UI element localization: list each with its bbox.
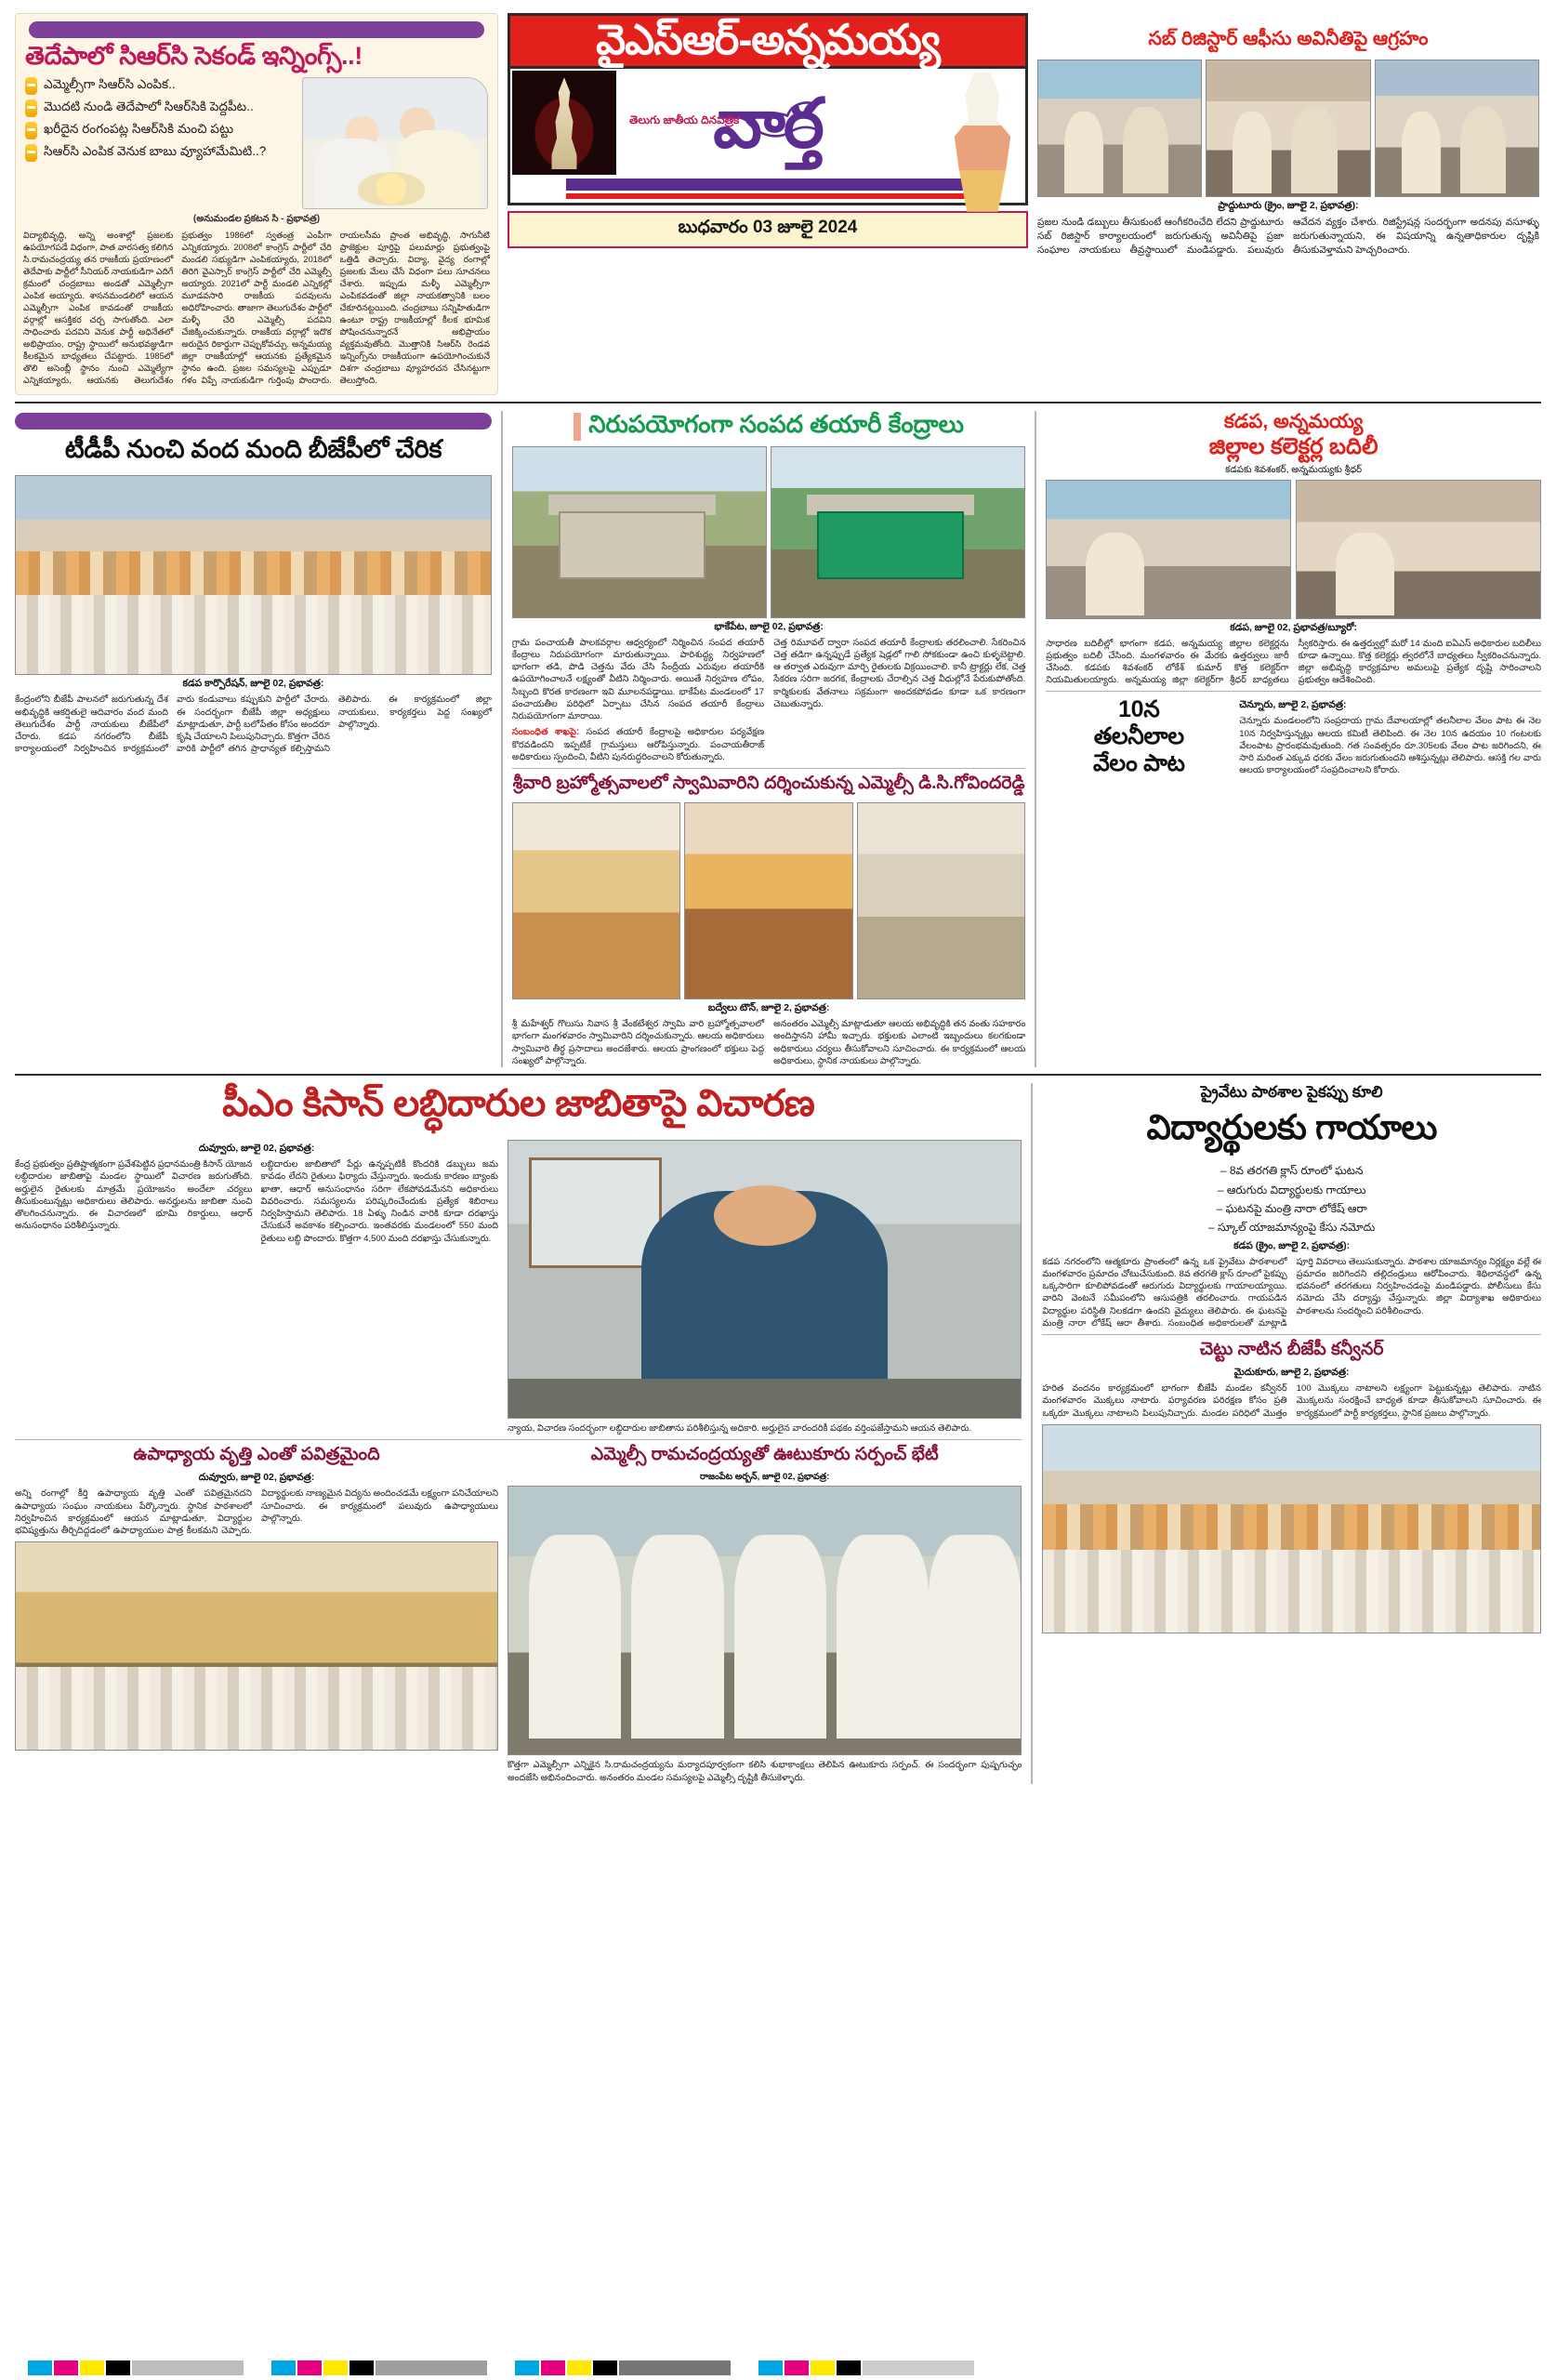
color-swatch: [80, 2360, 104, 2375]
column-divider: [1031, 1083, 1033, 1784]
collector-byline: కడప, జూలై 02, ప్రభావత్ర/బ్యూరో:: [1230, 621, 1358, 633]
bullet-icon: [25, 144, 37, 162]
left-column: [15, 411, 492, 755]
color-swatch: [593, 2360, 617, 2375]
velam-headline-1: 10న: [1118, 696, 1160, 723]
center-byline: భాకేపేట, జూలై 02, ప్రభావత్ర:: [714, 620, 824, 632]
middle-columns: [15, 411, 1541, 1067]
lead-body-text: విద్యాభివృద్ధి, అన్ని అంశాల్లో ప్రజలకు ఉపయోగపడే విధంగా, పాత వారసత్వ కలిగిన సి.రామచంద్రయ్య తన రాజకీయ ప్రయాణంలో తెదేపాకు పార్టీలో సీనియర్ నాయకుడిగా ఎదిగే క్రమంలో చంద్రబాబు అండతో ఎమ్మెల్సీగా ఎంపిక అయ్యారు. శాసనమండలిలో ఆయన ఎమ్మెల్సీగా ఎంపిక కావడంతో రాజకీయ వర్గాల్లో ఆసక్తికర చర్చ సాగుతోంది. ఎలా సాధించారు పదవిని వెనుక పార్టీ అధినేతలో అభిప్రాయం, రాష్ట్ర స్థాయిలో అనుభవజ్ఞుడిగా కీలకమైన బాధ్యతలు చేపట్టారు. 1985లో తొలి అసెంబ్లీ స్థానం నుంచి ఎమ్మెల్యేగా ఎన్నికయ్యారు, ఆయనకు తెలుగుదేశం ప్రభుత్వం 1986లో స్వతంత్ర ఎంపీగా ఎన్నికయ్యారు. 2008లో కాంగ్రెస్‌ పార్టీలో చేరి మండలి సభ్యుడిగా ఎంపికయ్యారు, 2018లో తిరిగి వైఎస్సార్ కాంగ్రెస్‌ పార్టీలో చేరి ఎమ్మెల్సీ అయ్యారు. 2021లో పార్టీ మండలి ఎన్నికల్లో మూడవసారి రాజకీయ పదవులను అధిరోహించారు. తాజాగా తెలుగుదేశం పార్టీలో మళ్ళీ చేరి ఎమ్మెల్సీ పదవిని చేజిక్కించుకున్నారు. రాజకీయ వర్గాల్లో ఇదొక అరుదైన రికార్డుగా చెప్పుకోవచ్చు. అన్నమయ్య జిల్లా రాజకీయాల్లో ఆయనకు ప్రత్యేకమైన స్థానం ఉంది. ప్రజల సమస్యలపై ఎప్పుడూ గళం విప్పే నాయకుడిగా గుర్తింపు పొందారు. రాయలసీమ ప్రాంత అభివృద్ధి, సాగునీటి ప్రాజెక్టుల పూర్తిపై పలుమార్లు ప్రభుత్వంపై ఒత్తిడి తెచ్చారు. విద్యా, వైద్య రంగాల్లో ప్రజలకు మేలు చేసే విధంగా పలు సూచనలు చేశారు. ఇప్పుడు మళ్ళీ ఎమ్మెల్సీగా ఎంపికవడంతో జిల్లా నాయకత్వానికి బలం చేకూరినట్టయింది. చంద్రబాబు సన్నిహితుడిగా ఉంటూ రాష్ట్ర రాజకీయాల్లో కీలక భూమిక పోషించనున్నారనే అభిప్రాయం వ్యక్తమవుతోంది. మెుత్తానికి సిఆర్‌సి రెండవ ఇన్నింగ్స్‌ను రాజకీయంగా ఉపయోగించుకునే దిశగా చంద్రబాబు వ్యూహరచన చేసినట్టుగా తెలుస్తోంది.: [23, 231, 490, 386]
center-body-col1: గ్రామ పంచాయతీ పాలకవర్గాల ఆధ్వర్యంలో నిర్మించిన సంపద తయారీ కేంద్రాలు నిరుపయోగంగా మారుతున్నాయి. పారిశుద్ధ్య నిర్వహణలో భాగంగా తడి, పొడి చెత్తను వేరు చేసి సేంద్రీయ ఎరువుల తయారీకి ఉపయోగించాలనే లక్ష్యంతో వీటిని నిర్మించారు. అయితే నిర్వహణ లోపం, సిబ్బంది కొరత కారణంగా ఇవి మూలనపడ్డాయి. భాకేపేట మండలంలో 17 పంచాయతీల పరిధిలో ఏర్పాటు చేసిన సంపద తయారీ కేంద్రాలు నిరుపయోగంగా మారాయి.: [511, 637, 765, 721]
right-column: [1046, 411, 1541, 776]
masthead-bars: [508, 178, 1028, 205]
center-headline: [512, 411, 1025, 440]
temple-body-col1: శ్రీ మహేశ్వర్ గొలుసు నివాస శ్రీ వేంకటేశ్వర స్వామి వారి బ్రహ్మోత్సవాలలో భాగంగా మంగళవారం స్వామివారిని దర్శించుకున్నారు. ఆలయ అధికారులు స్వామివారి తీర్థ ప్రసాదాలు అందజేశారు. ఆలయ ప్రాంగణంలో భక్తులు పెద్ద సంఖ్యలో పాల్గొన్నారు.: [511, 1019, 765, 1066]
sarpanch-byline: రాజంపేట అర్బన్, జూలై 02, ప్రభావత్ర:: [699, 1472, 830, 1483]
dove-icon: [743, 95, 823, 143]
list-item: [25, 120, 295, 139]
students-body: కడప నగరంలోని ఆత్మకూరు ప్రాంతంలో ఉన్న ఒక ప్రైవేటు పాఠశాలలో మంగళవారం ప్రమాదం చోటుచేసుకుంది. 8వ తరగతి క్లాస్ రూంలో పైకప్పు ఒక్కసారిగా కూలిపోవడంతో ఆరుగురు విద్యార్థులకు గాయాలయ్యాయి. వారిని వెంటనే సమీపంలోని ఆసుపత్రికి తరలించారు. గాయపడిన విద్యార్థుల పరిస్థితి నిలకడగా ఉందని వైద్యులు తెలిపారు. ఈ ఘటనపై మంత్రి నారా లోకేష్ ఆరా తీశారు. సంబంధిత అధికారులతో మాట్లాడి పూర్తి వివరాలు తెలుసుకున్నారు. పాఠశాల యాజమాన్యం నిర్లక్ష్యం వల్లే ఈ ప్రమాదం జరిగిందని తల్లిదండ్రులు ఆరోపించారు. శిథిలావస్థలో ఉన్న భవనంలో తరగతులు నిర్వహించడంపై మండిపడ్డారు. పోలీసులు కేసు నమోదు చేసి దర్యాప్తు చేస్తున్నారు. జిల్లా విద్యాశాఖ అధికారులు పాఠశాలను సందర్శించి పరిశీలించారు.: [1042, 1256, 1541, 1329]
pm-kisan-byline: దువ్వూరు, జూలై 02, ప్రభావత్ర:: [198, 1143, 315, 1155]
tdp-bjp-photo: [15, 475, 492, 675]
publication-date: బుధవారం 03 జూలై 2024: [508, 211, 1028, 248]
bullet-text: ఖరీదైన రంగంపట్ల సిఆర్‌సికి మంచి పట్టు: [44, 122, 234, 137]
divider: [15, 1439, 1022, 1440]
photo: [771, 446, 1025, 618]
color-swatch: [785, 2360, 809, 2375]
lead-story-box: [15, 13, 498, 395]
point-text: ఆరుగురు విద్యార్థులకు గాయాలు: [1226, 1183, 1366, 1197]
photo: [1037, 60, 1202, 197]
tdp-bjp-headline: టీడీపీ నుంచి వంద మంది బీజేపీలో చేరిక: [64, 435, 442, 464]
bullet-text: సిఆర్‌సి ఎంపిక వెనుక బాబు వ్యూహామేమిటి..?: [44, 144, 267, 159]
pm-kisan-photo-caption: న్యాయ, విచారణ సందర్భంగా లబ్ధిదారుల జాబితాను పరిశీలిస్తున్న అధికారి. అర్హులైన వారందరికీ పథకం వర్తింపజేస్తామని ఆయన తెలిపారు.: [508, 1423, 972, 1435]
pm-kisan-layout: [15, 1140, 1022, 1435]
photo: [512, 802, 680, 999]
tdp-bjp-body: కేంద్రంలోని బీజేపీ పాలనలో జరుగుతున్న దేశ అభివృద్ధికి ఆకర్షితులై ఆదివారం వంద మంది తెలుగుదేశం పార్టీ నాయకులు బీజేపీలో చేరారు. కడప నగరంలోని బీజేపీ కార్యాలయంలో నిర్వహించిన కార్యక్రమంలో వారు కండువాలు కప్పుకుని పార్టీలో చేరారు. ఈ సందర్భంగా బీజేపీ జిల్లా అధ్యక్షులు మాట్లాడుతూ, పార్టీ బలోపేతం కోసం అందరూ కృషి చేయాలని పిలుపునిచ్చారు. కొత్తగా చేరిన వారికి పార్టీలో తగిన ప్రాధాన్యత కల్పిస్తామని తెలిపారు. ఈ కార్యక్రమంలో జిల్లా నాయకులు, కార్యకర్తలు పెద్ద సంఖ్యలో పాల్గొన్నారు.: [15, 694, 492, 755]
top-section: [15, 13, 1541, 395]
teacher-story: [15, 1445, 498, 1783]
divider: [15, 1074, 1541, 1076]
column-divider: [1035, 411, 1036, 1067]
students-points: [1042, 1161, 1541, 1237]
students-kicker: ప్రైవేటు పాఠశాల పైకప్పు కూలి: [1200, 1083, 1383, 1102]
color-swatch: [758, 2360, 783, 2375]
list-item: [25, 75, 295, 95]
color-swatch: [323, 2360, 348, 2375]
temple-photos: [512, 802, 1025, 999]
temple-gopuram-icon: [512, 71, 616, 175]
pm-kisan-col2: లబ్ధిదారుల జాబితాలో పేర్లు ఉన్నప్పటికీ కొందరికి డబ్బులు జమ కావడం లేదని రైతులు ఫిర్యాదు చేస్తున్నారు. ఇందుకు కారణం బ్యాంకు ఖాతా, ఆధార్ అనుసంధానం సరిగా లేకపోవడమేనని అధికారులు వివరించారు. సమస్యలను పరిష్కరించేందుకు ప్రత్యేక శిబిరాలు నిర్వహిస్తామని తెలిపారు. 18 ఏళ్ళు నిండిన వారికి కూడా దరఖాస్తు చేసుకునే అవకాశం కల్పించారు. ఇంతవరకు మండలంలో 550 మంది రైతులు లబ్ధి పొందారు. కొత్తగా 4,500 మంది దరఖాస్తు చేసుకున్నారు.: [260, 1159, 498, 1244]
list-item: – ఘటనపై మంత్రి నారా లోకేష్ ఆరా: [1216, 1201, 1367, 1215]
sarpanch-caption: కొత్తగా ఎమ్మెల్సీగా ఎన్నికైన సి.రామచంద్రయ్యను మర్యాదపూర్వకంగా కలిసి శుభాకాంక్షలు తెలిపిన ఊటుకూరు సర్పంచ్. ఈ సందర్భంగా పుష్పగుచ్ఛం అందజేసి అభినందించారు. అనంతరం మండల సమస్యలపై ఎమ్మెల్సీ దృష్టికి తీసుకెళ్ళారు.: [508, 1760, 1022, 1783]
list-item: [25, 98, 295, 117]
teacher-headline: ఉపాధ్యాయ వృత్తి ఎంతో పవిత్రమైంది: [133, 1445, 380, 1465]
point-text: స్కూల్ యాజమాన్యంపై కేసు నమోదు: [1218, 1221, 1376, 1235]
list-item: – ఆరుగురు విద్యార్థులకు గాయాలు: [1217, 1183, 1366, 1197]
lead-headline: తెదేపాలో సిఆర్‌సి సెకండ్ ఇన్నింగ్స్‌..!: [25, 42, 363, 70]
collector-headline-2: జిల్లాల కలెక్టర్ల బదిలీ: [1208, 434, 1378, 460]
list-item: – స్కూల్ యాజమాన్యంపై కేసు నమోదు: [1208, 1221, 1376, 1235]
photo: [684, 802, 852, 999]
temple-byline: బద్వేలు టౌన్, జూలై 2, ప్రభావత్ర:: [707, 1002, 830, 1014]
center-body-col2: చెత్త రిమూవల్ ద్వారా సంపద తయారీ కేంద్రాలకు తరలించాలి. సేకరించిన చెత్త తడిగా ఉన్నప్పుడే ప్రత్యేక షెడ్లలో గాలి సోకకుండా ఉంచి కుళ్ళబెట్టాలి. ఆ తర్వాత ఎరువుగా మార్చి రైతులకు విక్రయించాలి. కానీ ట్రాక్టర్లు లేక, చెత్త సేకరణ సరిగా జరగక, కేంద్రాలకు చేరాల్సిన చెత్త వీధుల్లోనే పేరుకుపోతోంది. కార్మికులకు వేతనాలు సక్రమంగా అందకపోవడం కూడా ఒక కారణంగా చెబుతున్నారు.: [773, 637, 1026, 709]
list-item: [25, 142, 295, 162]
color-swatch: [863, 2360, 974, 2375]
color-swatch: [297, 2360, 322, 2375]
bullet-icon: [25, 122, 37, 139]
masthead-title: వైఎస్‌ఆర్-అన్నమయ్య: [596, 16, 940, 63]
center-highlight-text: సంపద తయారీ కేంద్రాలపై అధికారుల పర్యవేక్షణ కొరవడిందని ఇప్పటికే గ్రామస్తులు ఆరోపిస్తున్నారు. పంచాయతీరాజ్ అధికారులు స్పందించి, వీటిని పునరుద్ధరించాలని కోరుతున్నారు.: [511, 727, 765, 762]
bottom-right-block: [1042, 1083, 1541, 1633]
velam-headline-3: వేలం పాట: [1092, 749, 1185, 776]
photo: [1046, 480, 1291, 619]
center-photos: [512, 446, 1025, 618]
color-swatch: [349, 2360, 374, 2375]
teacher-byline: దువ్వూరు, జూలై 02, ప్రభావత్ర:: [198, 1472, 315, 1484]
divider: [1042, 1334, 1541, 1335]
tdp-bjp-byline: కడప కార్పొరేషన్, జూలై 02, ప్రభావత్ర:: [182, 678, 324, 690]
temple-headline: శ్రీవారి బ్రహ్మోత్సవాలలో స్వామివారిని దర్శించుకున్న ఎమ్మెల్సీ డి.సి.గోవిందరెడ్డి: [512, 774, 1025, 794]
teacher-photo: [15, 1541, 498, 1751]
color-swatch: [811, 2360, 835, 2375]
sarpanch-story: [508, 1445, 1022, 1783]
photo: [512, 446, 767, 618]
center-highlight-label: సంబంధిత శాఖపై:: [511, 727, 580, 738]
top-right-byline: ప్రాద్దుటూరు (క్రైం, జూలై 2, ప్రభావత్ర):: [1218, 200, 1359, 211]
color-swatch: [106, 2360, 130, 2375]
collector-photos: [1046, 480, 1541, 619]
bottom-left-block: [15, 1083, 1022, 1784]
color-swatch: [541, 2360, 565, 2375]
photo: [857, 802, 1025, 999]
collector-headline-1: కడప, అన్నమయ్య: [1223, 411, 1364, 433]
color-registration-strip: [0, 2356, 1556, 2380]
masthead-title-bar: [508, 13, 1028, 69]
top-right-photos: [1037, 60, 1539, 197]
top-right-body: ప్రజల నుండి డబ్బులు తీసుకుంటే ఆంగీకరించేది లేదని ప్రాద్దుటూరు సబ్ రిజిస్టార్ కార్యాలయంలో జరుగుతున్న అవినీతిపై ప్రజా సంఘాల నాయకులు తీవ్రస్థాయిలో మండిపడ్డారు. పలువురు ఆవేదన వ్యక్తం చేశారు. రిజిస్ట్రేషన్ల సందర్భంగా అదనపు వసూళ్ళు జరుగుతున్నాయని, ఈ విషయాన్ని ఉన్నతాధికారుల దృష్టికి తీసుకువెళ్తామని హెచ్చరించారు.: [1037, 217, 1539, 256]
bjp-tree-body: హరిత వందనం కార్యక్రమంలో భాగంగా బీజేపీ మండల కన్వీనర్ మంగళవారం మొక్కలు నాటారు. పర్యావరణ పరిరక్షణ కోసం ప్రతి ఒక్కరూ మొక్కలు నాటాలని పిలుపునిచ్చారు. మండల పరిధిలో మొత్తం 100 మొక్కలు నాటాలని లక్ష్యంగా పెట్టుకున్నట్లు తెలిపారు. నాటిన మొక్కలను సంరక్షించే బాధ్యత కూడా తీసుకోవాలని సూచించారు. ఈ కార్యక్రమంలో పార్టీ కార్యకర్తలు, స్థానిక ప్రజలు పాల్గొన్నారు.: [1042, 1383, 1541, 1419]
color-swatch: [837, 2360, 861, 2375]
masthead-wordmark: వార్త: [713, 84, 823, 162]
bjp-tree-byline: మైదుకూరు, జూలై 2, ప్రభావత్ర:: [1233, 1367, 1350, 1379]
sarpanch-photo: [508, 1486, 1022, 1755]
collector-body: సాధారణ బదిలీల్లో భాగంగా కడప, అన్నమయ్య జిల్లాల కలెక్టర్లను ప్రభుత్వం బదిలీ చేసింది. మంగళవారం ఈ మేరకు ఉత్తర్వులు జారీ చేసింది. కడపకు శివశంకర్ లోకేశ్ కుమార్ కొత్త కలెక్టర్‌గా నియమితులయ్యారు. అన్నమయ్య జిల్లా కలెక్టర్‌గా శ్రీధర్ బాధ్యతలు స్వీకరిస్తారు. ఈ ఉత్తర్వుల్లో మరో 14 మంది ఐఏఎస్ అధికారుల బదిలీలు కూడా ఉన్నాయి. కొత్త కలెక్టర్లు త్వరలోనే బాధ్యతలు స్వీకరించనున్నారు. జిల్లా అభివృద్ధి కార్యక్రమాల అమలుపై ప్రత్యేక దృష్టి సారించాలని ప్రభుత్వం ఆదేశించింది.: [1046, 638, 1541, 686]
bottom-section: [15, 1083, 1541, 1784]
top-right-story: [1037, 13, 1539, 258]
list-item: – 8వ తరగతి క్లాస్ రూంలో ఘటన: [1220, 1164, 1364, 1178]
color-swatch: [515, 2360, 539, 2375]
decorative-pill: [29, 21, 484, 38]
collector-caption: కడపకు శివశంకర్, అన్నమయ్యకు శ్రీధర్: [1225, 464, 1363, 475]
color-swatch: [54, 2360, 78, 2375]
bullet-icon: [25, 99, 37, 117]
color-swatch: [376, 2360, 487, 2375]
bjp-tree-headline: చెట్టు నాటిన బీజేపీ కన్వీనర్: [1199, 1340, 1384, 1360]
lead-photo-caption: (అనుమండల ప్రకటన సి - ప్రభావత్ర): [192, 214, 321, 225]
color-swatch: [567, 2360, 591, 2375]
photo: [1296, 480, 1541, 619]
velam-byline: చెన్నూరు, జూలై 2, ప్రభావత్ర:: [1239, 699, 1347, 711]
students-headline: విద్యార్థులకు గాయాలు: [1146, 1108, 1437, 1147]
color-swatch: [619, 2360, 731, 2375]
top-right-headline: సబ్ రిజిస్టార్ ఆఫీసు అవినీతిపై ఆగ్రహం: [1148, 28, 1429, 49]
masthead-subtitle: తెలుగు జాతీయ దినపత్రిక: [629, 112, 740, 126]
column-divider: [501, 411, 503, 1067]
velam-block: [1046, 696, 1541, 776]
section-bar-icon: [574, 413, 581, 441]
masthead: [508, 13, 1028, 248]
velam-body: చెన్నూరు మండలంలోని సంప్రదాయ గ్రామ దేవాలయాల్లో తలనీలాల వేలం పాట ఈ నెల 10న నిర్వహిస్తున్నట్లు ఆలయ కమిటీ తెలిపింది. ఈ నెల 10న ఉదయం 10 గంటలకు వేలంపాట ప్రారంభమవుతుంది. గత సంవత్సరం రూ.305లకు వేలం పాట జరిగిందని, ఈ సారి మరింత ఎక్కువ ధరకు వేలం జరుగుతుందని ఆశిస్తున్నట్లు తెలిపారు. ఆసక్తి గల వారు ఆలయ కార్యాలయంలో సంప్రదించాలని కోరారు.: [1239, 716, 1541, 776]
divider: [1046, 691, 1541, 692]
pm-kisan-col1: కేంద్ర ప్రభుత్వం ప్రతిష్టాత్మకంగా ప్రవేశపెట్టిన ప్రధానమంత్రి కిసాన్ యోజన లబ్ధిదారుల జాబితాపై మండల స్థాయిలో విచారణ జరుగుతోంది. అర్హులైన రైతులకు మాత్రమే ప్రయోజనం అందేలా చర్యలు తీసుకుంటున్నట్లు అధికారులు తెలిపారు. అనర్హులను జాబితా నుంచి తొలగించనున్నారు. ఈ విచారణలో భూమి రికార్డులు, ఆధార్ అనుసంధానం పరిశీలిస్తున్నారు.: [15, 1159, 253, 1232]
center-headline-text: నిరుపయోగంగా సంపద తయారీ కేంద్రాలు: [588, 410, 965, 439]
bottom-two-stories: [15, 1445, 1022, 1783]
bullet-text: మొదటి నుండి తెదేపాలో సిఆర్‌సికి పెద్దపీట..: [44, 99, 254, 114]
photo: [1375, 60, 1539, 197]
point-text: 8వ తరగతి క్లాస్ రూంలో ఘటన: [1229, 1164, 1364, 1178]
center-highlight: [512, 726, 764, 763]
center-body-columns: [512, 637, 1025, 764]
temple-body-col2: అనంతరం ఎమ్మెల్సీ మాట్లాడుతూ ఆలయ అభివృద్ధికి తన వంతు సహకారం అందిస్తానని హామీ ఇచ్చారు. భక్తులకు ఎలాంటి ఇబ్బందులు కలగకుండా అధికారులు చర్యలు తీసుకోవాలని సూచించారు. ఈ కార్యక్రమంలో ఆలయ అధికారులు, స్థానిక నాయకులు పాల్గొన్నారు.: [773, 1019, 1026, 1066]
bjp-tree-photo: [1042, 1424, 1541, 1633]
velam-headline-2: తలనీలాల: [1093, 723, 1184, 750]
bullet-text: ఎమ్మెల్సీగా సిఆర్‌సి ఎంపిక..: [44, 77, 176, 92]
bullet-icon: [25, 77, 37, 95]
divider: [15, 402, 1541, 403]
center-column: [512, 411, 1025, 1067]
color-swatch: [132, 2360, 244, 2375]
students-byline: కడప (క్రైం, జూలై 2, ప్రభావత్ర):: [1233, 1239, 1351, 1251]
temple-body-columns: [512, 1018, 1025, 1067]
color-swatch: [271, 2360, 296, 2375]
photo: [1206, 60, 1370, 197]
sarpanch-headline: ఎమ్మెల్సీ రామచంద్రయ్యతో ఊటుకూరు సర్పంచ్ భేటీ: [590, 1445, 939, 1465]
decorative-pill: [15, 413, 492, 430]
pm-kisan-headline: పీఎం కిసాన్ లబ్ధిదారుల జాబితాపై విచారణ: [222, 1083, 815, 1125]
teacher-body: అన్ని రంగాల్లో కీర్తి ఉపాధ్యాయ వృత్తి ఎంతో పవిత్రమైనదని ఉపాధ్యాయ సంఘం నాయకులు పేర్కొన్నారు. స్థానిక పాఠశాలలో నిర్వహించిన కార్యక్రమంలో ఆయన మాట్లాడుతూ, విద్యార్థుల భవిష్యత్తును తీర్చిదిద్దడంలో ఉపాధ్యాయుల పాత్ర కీలకమని చెప్పారు. విద్యార్థులకు నాణ్యమైన విద్యను అందించడమే లక్ష్యంగా పనిచేయాలని సూచించారు. ఈ కార్యక్రమంలో పలువురు ఉపాధ్యాయులు పాల్గొన్నారు.: [15, 1488, 498, 1537]
lead-photo: [302, 77, 488, 209]
pm-kisan-photo: [508, 1140, 1022, 1419]
masthead-middle: [508, 69, 1028, 178]
divider: [512, 768, 1025, 769]
point-text: ఘటనపై మంత్రి నారా లోకేష్ ఆరా: [1225, 1201, 1367, 1215]
color-swatch: [28, 2360, 52, 2375]
